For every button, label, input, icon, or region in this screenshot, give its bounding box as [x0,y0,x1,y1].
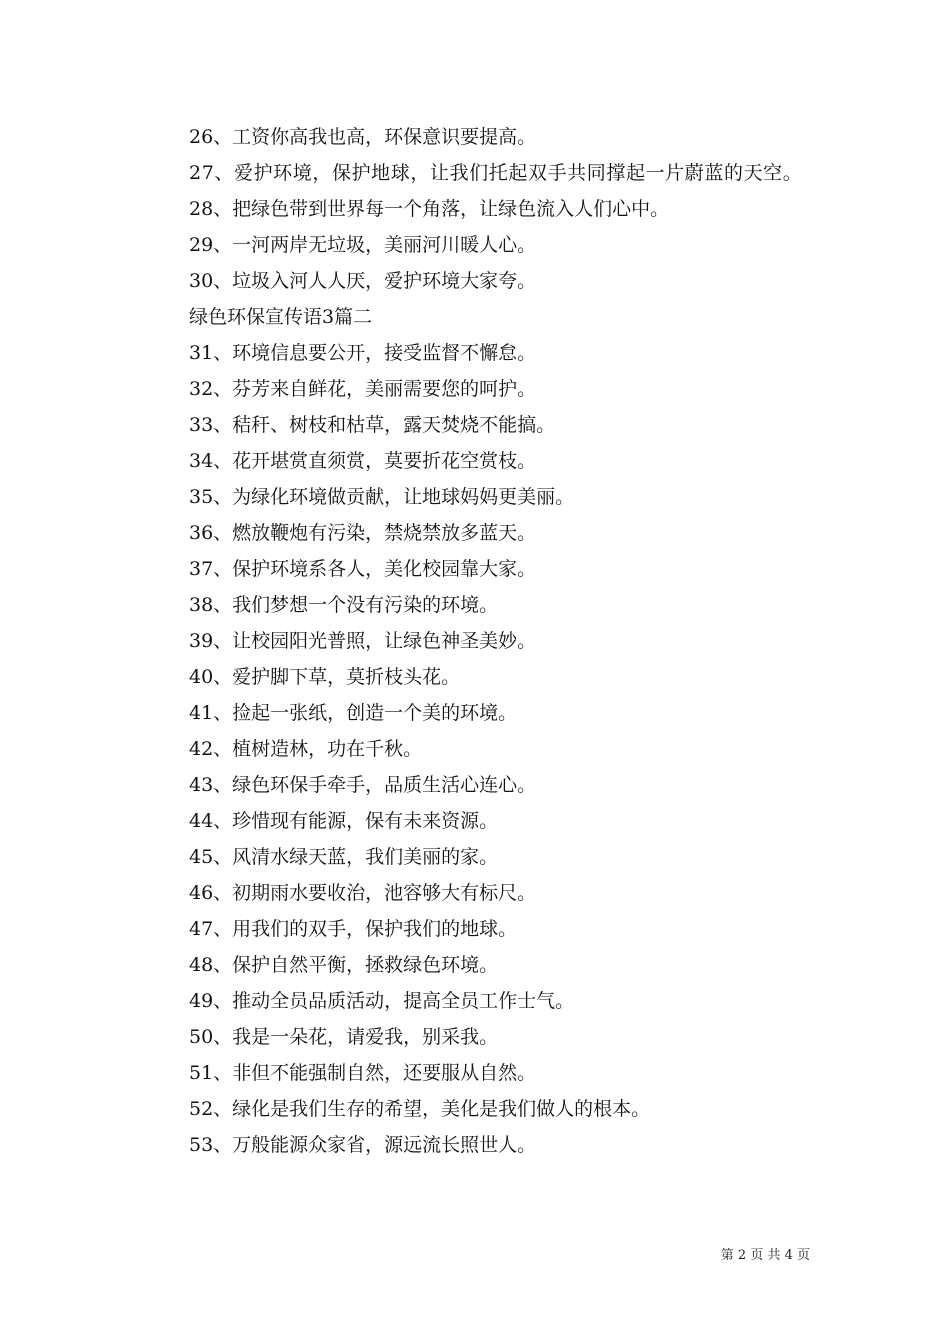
slogan-52: 52、绿化是我们生存的希望，美化是我们做人的根本。 [189,1098,651,1120]
slogan-53: 53、万般能源众家省，源远流长照世人。 [189,1134,537,1156]
slogan-30: 30、垃圾入河人人厌，爱护环境大家夸。 [189,270,537,292]
slogan-39: 39、让校园阳光普照，让绿色神圣美妙。 [189,630,537,652]
slogan-40: 40、爱护脚下草，莫折枝头花。 [189,666,461,688]
slogan-38: 38、我们梦想一个没有污染的环境。 [189,594,499,616]
slogan-45: 45、风清水绿天蓝，我们美丽的家。 [189,846,499,868]
section-heading: 绿色环保宣传语3篇二 [189,306,373,328]
slogan-36: 36、燃放鞭炮有污染，禁烧禁放多蓝天。 [189,522,537,544]
slogan-48: 48、保护自然平衡，拯救绿色环境。 [189,954,499,976]
slogan-32: 32、芬芳来自鲜花，美丽需要您的呵护。 [189,378,537,400]
slogan-37: 37、保护环境系各人，美化校园靠大家。 [189,558,537,580]
slogan-31: 31、环境信息要公开，接受监督不懈怠。 [189,342,537,364]
slogan-50: 50、我是一朵花，请爱我，别采我。 [189,1026,499,1048]
document-body [145,119,810,1163]
slogan-33: 33、秸秆、树枝和枯草，露天焚烧不能搞。 [189,414,556,436]
slogan-41: 41、捡起一张纸，创造一个美的环境。 [189,702,518,724]
slogan-42: 42、植树造林，功在千秋。 [189,738,423,760]
slogan-28: 28、把绿色带到世界每一个角落，让绿色流入人们心中。 [189,198,670,220]
slogan-34: 34、花开堪赏直须赏，莫要折花空赏枝。 [189,450,537,472]
slogan-49: 49、推动全员品质活动，提高全员工作士气。 [189,990,575,1012]
slogan-46: 46、初期雨水要收治，池容够大有标尺。 [189,882,537,904]
slogan-47: 47、用我们的双手，保护我们的地球。 [189,918,518,940]
slogan-35: 35、为绿化环境做贡献，让地球妈妈更美丽。 [189,486,575,508]
slogan-29: 29、一河两岸无垃圾，美丽河川暖人心。 [189,234,537,256]
slogan-26: 26、工资你高我也高，环保意识要提高。 [189,126,537,148]
slogan-51: 51、非但不能强制自然，还要服从自然。 [189,1062,537,1084]
slogan-44: 44、珍惜现有能源，保有未来资源。 [189,810,499,832]
slogan-27: 27、爱护环境，保护地球，让我们托起双手共同撑起一片蔚蓝的天空。 [189,162,803,184]
page-number-footer: 第 2 页 共 4 页 [720,1248,810,1263]
slogan-43: 43、绿色环保手牵手，品质生活心连心。 [189,774,537,796]
